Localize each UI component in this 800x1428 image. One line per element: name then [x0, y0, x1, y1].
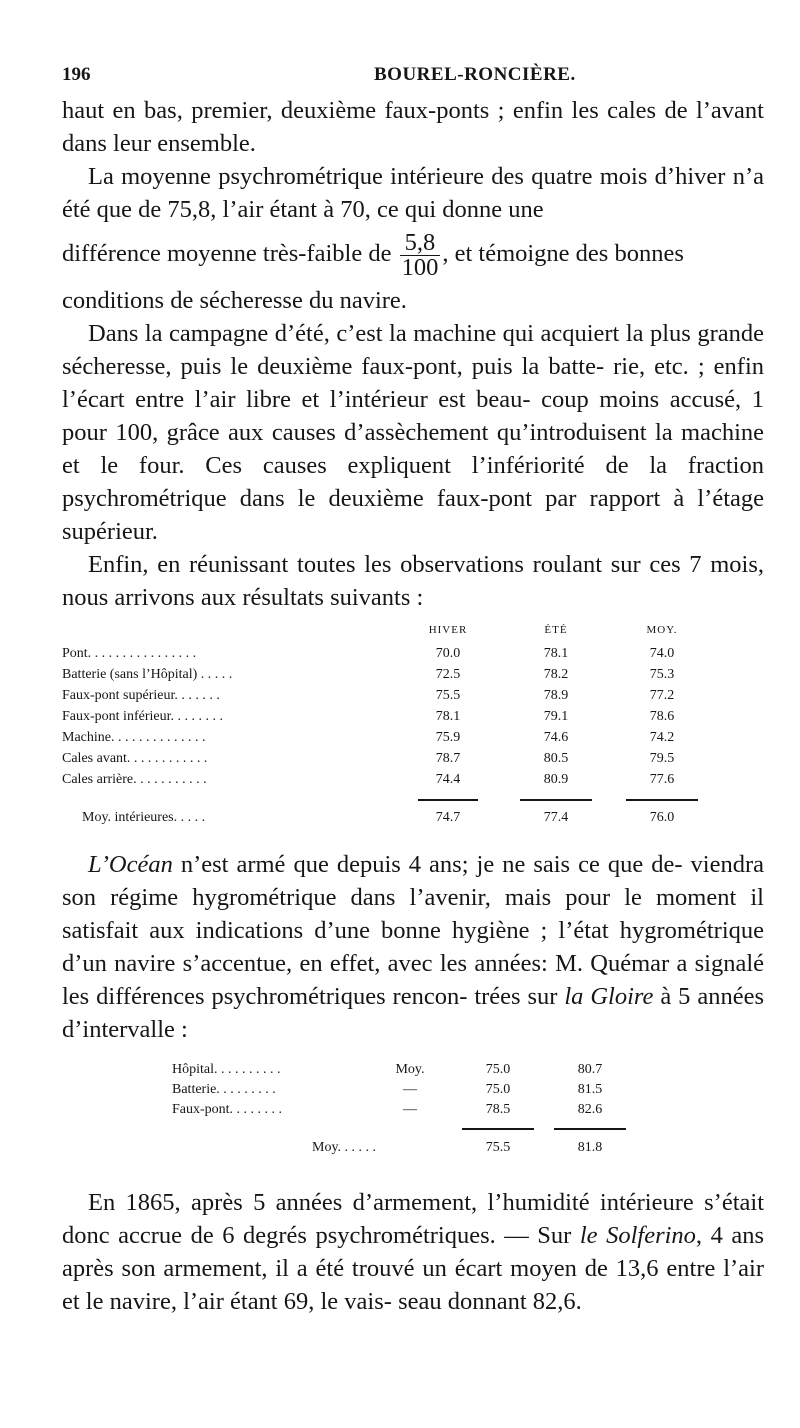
cell-ete: 74.6	[543, 730, 569, 745]
paragraph-2-fraction-line	[62, 226, 764, 282]
paragraph-4	[62, 548, 764, 614]
running-title: BOUREL-RONCIÈRE.	[374, 64, 576, 85]
cell-moy: 74.2	[649, 730, 675, 745]
row-label: Moy. . . . . .	[312, 1140, 377, 1155]
column-header-ete: ÉTÉ	[544, 624, 568, 636]
text-line: M. Quémar a signalé les différences psychrométriques rencon-	[62, 950, 764, 1010]
text-line: grande sécheresse, puis le deuxième faux-pont, puis la batte-	[62, 320, 764, 380]
cell-hiver: 78.7	[435, 751, 461, 766]
cell-moy: 77.6	[649, 772, 675, 787]
text-line: faux-pont par rapport à l’étage supérieur.	[62, 485, 764, 545]
cell-hiver: 74.7	[435, 810, 461, 825]
text-line: La moyenne psychrométrique intérieure des quatre mois	[88, 163, 648, 190]
row-label: Hôpital. . . . . . . . . .	[172, 1062, 281, 1077]
running-header	[62, 64, 762, 88]
cell-value: 82.6	[577, 1102, 603, 1117]
ship-name: la Gloire	[564, 983, 654, 1010]
row-label: Pont. . . . . . . . . . . . . . . .	[62, 646, 197, 661]
text-line: haut en bas, premier, deuxième faux-ponts ; enfin les cales de	[62, 97, 688, 124]
sum-rule	[554, 1128, 626, 1130]
cell-value: 75.0	[485, 1082, 511, 1097]
text-line: moment il satisfait aux indications d’une bonne hygiène ; l’état	[62, 884, 764, 944]
text-line: différence moyenne très-faible de	[62, 240, 392, 267]
row-label: Cales arrière. . . . . . . . . . .	[62, 772, 207, 787]
row-label: Batterie. . . . . . . . .	[172, 1082, 276, 1097]
sum-rule	[462, 1128, 534, 1130]
cell-moy: 79.5	[649, 751, 675, 766]
text-line: Dans la campagne d’été, c’est la machine qui acquiert la plus	[88, 320, 691, 347]
fraction-numerator: 5,8	[400, 231, 441, 256]
text-line: n’est armé que depuis 4 ans; je ne sais ce que de-	[172, 851, 683, 878]
cell-hiver: 78.1	[435, 709, 461, 724]
table-gloire	[172, 1062, 632, 1178]
fraction-denominator: 100	[401, 253, 439, 281]
cell-ete: 79.1	[543, 709, 569, 724]
paragraph-2	[62, 160, 764, 226]
row-label: Faux-pont supérieur. . . . . . .	[62, 688, 220, 703]
cell-value: 81.8	[577, 1140, 603, 1155]
cell-moy: 75.3	[649, 667, 675, 682]
text-line: l’avant dans leur ensemble.	[62, 97, 764, 157]
table-row	[172, 1082, 632, 1102]
text-line: , et témoigne des bonnes	[442, 240, 684, 267]
table-row	[172, 1102, 632, 1122]
paragraph-2-end	[62, 284, 764, 317]
sum-rule	[418, 799, 478, 801]
ship-name: le	[579, 1222, 598, 1249]
row-label: Faux-pont. . . . . . . .	[172, 1102, 283, 1117]
cell-hiver: 74.4	[435, 772, 461, 787]
cell-hiver: 70.0	[435, 646, 461, 661]
cell-ete: 80.5	[543, 751, 569, 766]
text-line: l’infériorité de la fraction psychrométrique dans le deuxième	[62, 452, 764, 512]
cell-moy-marker: —	[403, 1102, 417, 1117]
table-total-row	[62, 810, 702, 830]
cell-ete: 78.1	[543, 646, 569, 661]
cell-moy: 74.0	[649, 646, 675, 661]
fraction	[400, 228, 441, 281]
cell-value: 80.7	[577, 1062, 603, 1077]
cell-moy: 76.0	[649, 810, 675, 825]
cell-ete: 77.4	[543, 810, 569, 825]
text-line: conditions de sécheresse du navire.	[62, 287, 407, 314]
text-line: 7 mois, nous arrivons aux résultats suivants :	[62, 551, 764, 611]
text-line: moyen de 13,6 entre l’air et le navire, l’air étant 69, le vais-	[62, 1255, 765, 1315]
cell-value: 78.5	[485, 1102, 511, 1117]
text-line: Enfin, en réunissant toutes les observations roulant sur ces	[88, 551, 681, 578]
cell-moy-marker: —	[403, 1082, 417, 1097]
cell-value: 81.5	[577, 1082, 603, 1097]
cell-hiver: 75.9	[435, 730, 461, 745]
text-line: En 1865, après 5 années d’armement, l’humidité intérieure	[88, 1189, 694, 1216]
table-psychrometric-means	[62, 622, 702, 842]
text-line: seau donnant 82,6.	[398, 1288, 582, 1315]
text-line: viendra son régime hygrométrique dans l’avenir, mais pour le	[62, 851, 765, 911]
text-line: s’était donc accrue de 6 degrés psychrométriques. — Sur	[62, 1189, 765, 1249]
cell-hiver: 75.5	[435, 688, 461, 703]
paragraph-3	[62, 317, 764, 548]
row-label: Moy. intérieures. . . . .	[82, 810, 206, 825]
page-number: 196	[62, 64, 91, 85]
paragraph-5	[62, 848, 764, 1046]
cell-value: 75.5	[485, 1140, 511, 1155]
cell-ete: 78.2	[543, 667, 569, 682]
paragraph-6	[62, 1186, 764, 1318]
text-line: qu’introduisent la machine et le four. Ces causes expliquent	[62, 419, 765, 479]
table-row	[62, 730, 702, 750]
cell-ete: 78.9	[543, 688, 569, 703]
cell-moy: 78.6	[649, 709, 675, 724]
table-row	[62, 646, 702, 666]
text-line: hygrométrique d’un navire s’accentue, en effet, avec les années:	[62, 917, 765, 977]
table-row	[172, 1062, 632, 1082]
text-line: d’hiver n’a été que de 75,8, l’air étant à 70, ce qui donne une	[62, 163, 764, 223]
table-row	[62, 751, 702, 771]
row-label: Batterie (sans l’Hôpital) . . . . .	[62, 667, 233, 682]
table-row	[62, 688, 702, 708]
row-label: Machine. . . . . . . . . . . . . .	[62, 730, 206, 745]
row-label: Cales avant. . . . . . . . . . . .	[62, 751, 208, 766]
text-line: rie, etc. ; enfin l’écart entre l’air libre et l’intérieur est beau-	[62, 353, 765, 413]
text-line: trées sur	[474, 983, 565, 1010]
table-total-row	[172, 1140, 632, 1160]
table-row	[62, 709, 702, 729]
column-header-hiver: HIVER	[428, 624, 468, 636]
sum-rule	[520, 799, 592, 801]
row-label: Faux-pont inférieur. . . . . . . .	[62, 709, 223, 724]
text-line: coup moins accusé, 1 pour 100, grâce aux causes d’assèchement	[62, 386, 764, 446]
table-row	[62, 667, 702, 687]
paragraph-1	[62, 94, 764, 160]
cell-moy-marker: Moy.	[395, 1062, 425, 1077]
cell-hiver: 72.5	[435, 667, 461, 682]
column-header-moy: MOY.	[646, 624, 678, 636]
ship-name: L’Océan	[88, 851, 173, 878]
cell-value: 75.0	[485, 1062, 511, 1077]
text-line: à 5 années d’intervalle :	[62, 983, 764, 1043]
text-line: , 4 ans après son armement, il a été trouvé un écart	[62, 1222, 764, 1282]
cell-ete: 80.9	[543, 772, 569, 787]
ship-name: Solferino	[606, 1222, 696, 1249]
sum-rule	[626, 799, 698, 801]
table-row	[62, 772, 702, 792]
cell-moy: 77.2	[649, 688, 675, 703]
